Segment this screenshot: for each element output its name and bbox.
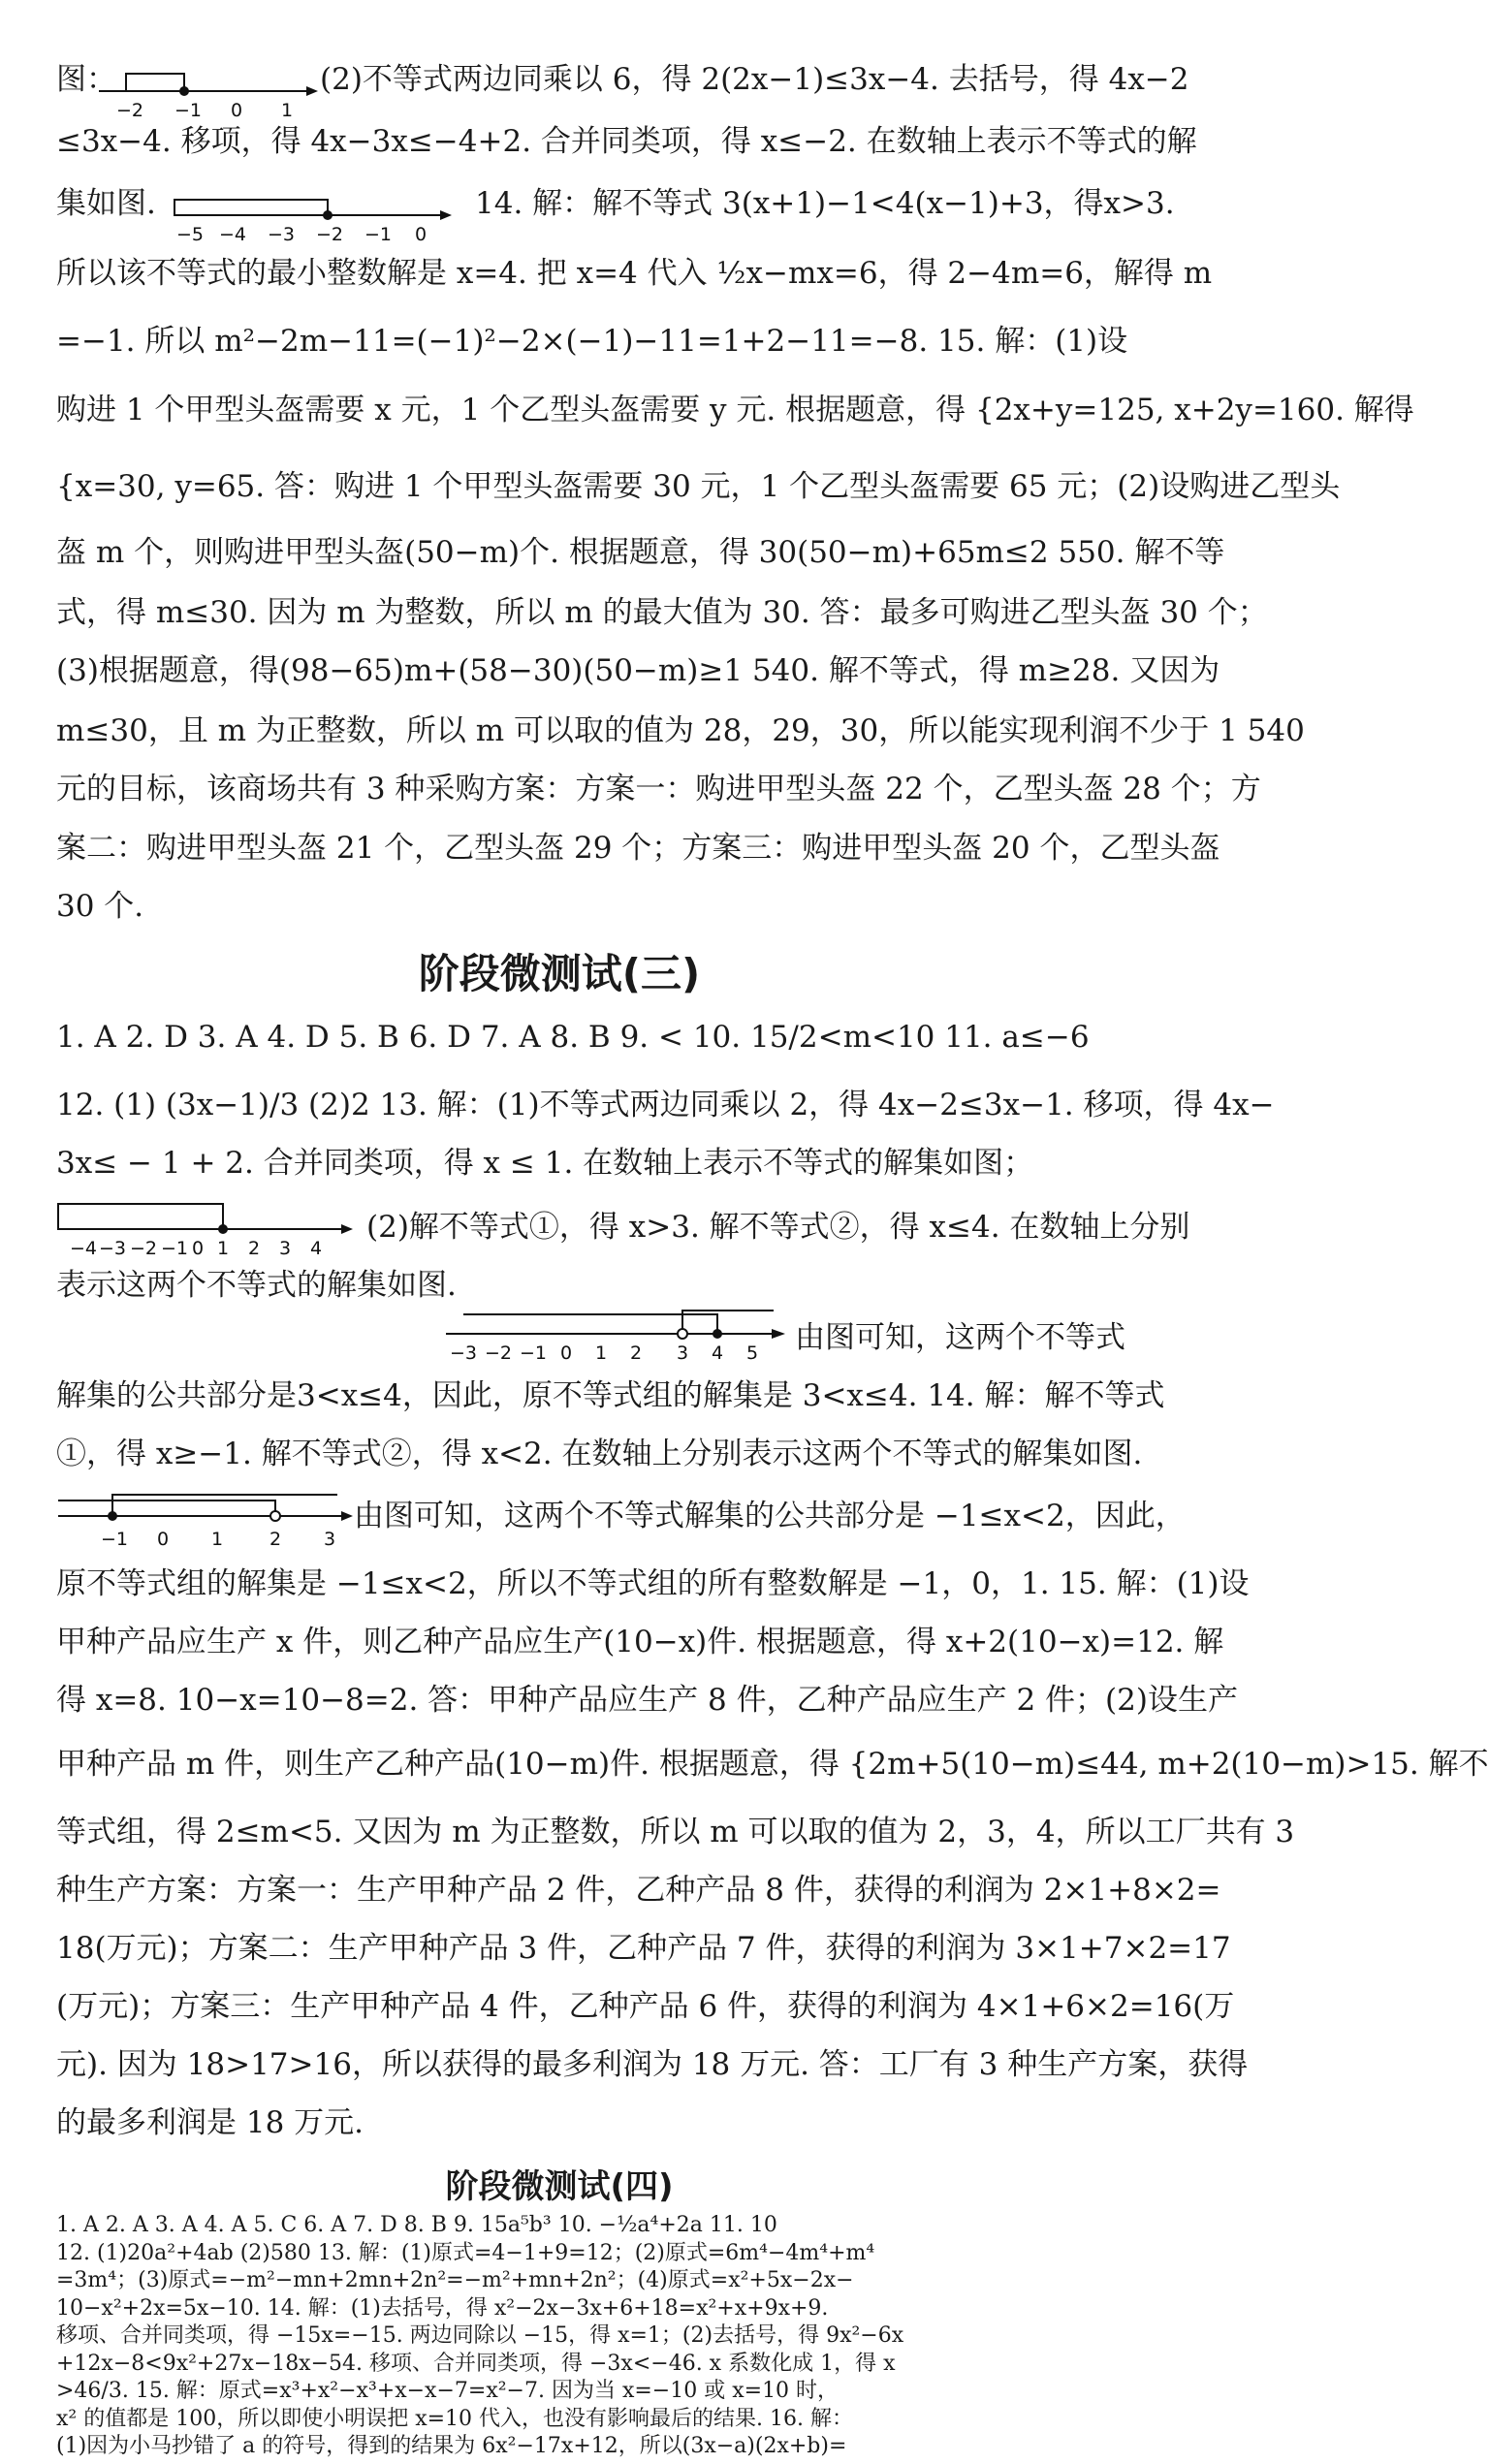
tick-label: 4 [712, 1343, 724, 1364]
line: ①，得 x≥−1. 解不等式②，得 x<2. 在数轴上分别表示这两个不等式的解集如图. [56, 1437, 1143, 1471]
line: 得 x=8. 10−x=10−8=2. 答：甲种产品应生产 8 件，乙种产品应生产 2 件；(2)设生产 [56, 1683, 1238, 1718]
tick-label: 1 [211, 1529, 224, 1550]
line: 式，得 m≤30. 因为 m 为整数，所以 m 的最大值为 30. 答：最多可购进乙型头盔 30 个； [56, 595, 1268, 630]
tick-label: −2 [485, 1343, 513, 1364]
tick-label: −3 [450, 1343, 478, 1364]
line: 12. (1) (3x−1)/3 (2)2 13. 解：(1)不等式两边同乘以 2，得 4x−2≤3x−1. 移项，得 4x− [56, 1088, 1275, 1122]
line: 种生产方案：方案一：生产甲种产品 2 件，乙种产品 8 件，获得的利润为 2×1+8×2= [56, 1873, 1221, 1908]
tick-label: 0 [157, 1529, 170, 1550]
tick-label: 4 [310, 1238, 323, 1259]
tick-label: −5 [176, 224, 205, 245]
tick-label: −1 [364, 224, 393, 245]
line: ≤3x−4. 移项，得 4x−3x≤−4+2. 合并同类项，得 x≤−2. 在数轴上表示不等式的解 [56, 124, 1197, 159]
line: 原不等式组的解集是 −1≤x<2，所以不等式组的所有整数解是 −1，0，1. 15. 解：(1)设 [56, 1566, 1250, 1601]
tick-label: 0 [192, 1238, 205, 1259]
tick-label: 1 [217, 1238, 230, 1259]
line: x² 的值都是 100，所以即使小明误把 x=10 代入，也没有影响最后的结果. 16. 解： [56, 2406, 853, 2431]
tick-label: 3 [324, 1529, 336, 1550]
tick-label: −2 [316, 224, 344, 245]
line: 解集的公共部分是3<x≤4，因此，原不等式组的解集是 3<x≤4. 14. 解：解不等式 [56, 1378, 1165, 1413]
number-line [97, 70, 320, 124]
line: (2)不等式两边同乘以 6，得 2(2x−1)≤3x−4. 去括号，得 4x−2 [320, 62, 1189, 97]
tick-label: −2 [130, 1238, 158, 1259]
tick-label: 5 [746, 1343, 759, 1364]
line: 移项、合并同类项，得 −15x=−15. 两边同除以 −15，得 x=1；(2)去括号，得 9x²−6x [56, 2323, 904, 2348]
line: 30 个. [56, 889, 144, 924]
number-line [173, 194, 454, 248]
line: 1. A 2. A 3. A 4. A 5. C 6. A 7. D 8. B 9. 15a⁵b³ 10. −½a⁴+2a 11. 10 [56, 2213, 777, 2237]
tick-label: −4 [70, 1238, 98, 1259]
line: 12. (1)20a²+4ab (2)580 13. 解：(1)原式=4−1+9=12；(2)原式=6m⁴−4m⁴+m⁴ [56, 2240, 875, 2265]
line: 由图可知，这两个不等式 [795, 1320, 1125, 1355]
line: +12x−8<9x²+27x−18x−54. 移项、合并同类项，得 −3x<−46. x 系数化成 1，得 x [56, 2351, 896, 2376]
tick-label: 3 [279, 1238, 292, 1259]
number-line [56, 1487, 357, 1555]
tick-label: 2 [248, 1238, 261, 1259]
line: 甲种产品应生产 x 件，则乙种产品应生产(10−x)件. 根据题意，得 x+2(10−x)=12. 解 [56, 1625, 1224, 1659]
line: 元). 因为 18>17>16，所以获得的最多利润为 18 万元. 答：工厂有 3 种生产方案，获得 [56, 2047, 1249, 2082]
line: 的最多利润是 18 万元. [56, 2105, 364, 2140]
tick-label: 0 [415, 224, 428, 245]
tick-label: −3 [99, 1238, 127, 1259]
line: 14. 解：解不等式 3(x+1)−1<4(x−1)+3，得x>3. [475, 186, 1175, 221]
line: >46/3. 15. 解：原式=x³+x²−x³+x−x−7=x²−7. 因为当 x=−10 或 x=10 时， [56, 2379, 840, 2403]
line: 盔 m 个，则购进甲型头盔(50−m)个. 根据题意，得 30(50−m)+65m≤2 550. 解不等 [56, 535, 1225, 570]
line: 3x≤ − 1 + 2. 合并同类项，得 x ≤ 1. 在数轴上表示不等式的解集如图； [56, 1146, 1034, 1181]
line: =3m⁴；(3)原式=−m²−mn+2mn+2n²=−m²+mn+2n²；(4)原式=x²+5x−2x− [56, 2268, 854, 2292]
number-line [444, 1299, 789, 1367]
line: 18(万元)；方案二：生产甲种产品 3 件，乙种产品 7 件，获得的利润为 3×1+7×2=17 [56, 1931, 1231, 1966]
tick-label: −2 [116, 100, 144, 121]
line: 甲种产品 m 件，则生产乙种产品(10−m)件. 根据题意，得 {2m+5(10−m)≤44, m+2(10−m)>15. 解不 [56, 1747, 1489, 1782]
line: 案二：购进甲型头盔 21 个，乙型头盔 29 个；方案三：购进甲型头盔 20 个，乙型头盔 [56, 831, 1220, 866]
tick-label: 3 [677, 1343, 689, 1364]
tick-label: 1 [595, 1343, 608, 1364]
line: (万元)；方案三：生产甲种产品 4 件，乙种产品 6 件，获得的利润为 4×1+6×2=16(万 [56, 1989, 1235, 2024]
line: 图： [56, 62, 116, 97]
tick-label: 0 [231, 100, 243, 121]
tick-label: −1 [101, 1529, 129, 1550]
tick-label: −3 [268, 224, 296, 245]
line: 1. A 2. D 3. A 4. D 5. B 6. D 7. A 8. B 9. < 10. 15/2<m<10 11. a≤−6 [56, 1020, 1090, 1055]
line: (1)因为小马抄错了 a 的符号，得到的结果为 6x²−17x+12，所以(3x−a)(2x+b)= [56, 2434, 847, 2458]
line: 等式组，得 2≤m<5. 又因为 m 为正整数，所以 m 可以取的值为 2，3，4，所以工厂共有 3 [56, 1815, 1295, 1849]
line: =−1. 所以 m²−2m−11=(−1)²−2×(−1)−11=1+2−11=−8. 15. 解：(1)设 [56, 324, 1128, 359]
line: (3)根据题意，得(98−65)m+(58−30)(50−m)≥1 540. 解不等式，得 m≥28. 又因为 [56, 653, 1220, 688]
line: 元的目标，该商场共有 3 种采购方案：方案一：购进甲型头盔 22 个，乙型头盔 28 个；方 [56, 772, 1261, 806]
line: m≤30，且 m 为正整数，所以 m 可以取的值为 28，29，30，所以能实现利润不少于 1 540 [56, 713, 1305, 748]
section-title: 阶段微测试(四) [445, 2167, 674, 2206]
tick-label: −1 [161, 1238, 189, 1259]
tick-label: −4 [219, 224, 247, 245]
line: 10−x²+2x=5x−10. 14. 解：(1)去括号，得 x²−2x−3x+6+18=x²+x+9x+9. [56, 2295, 829, 2321]
line: 集如图. [56, 186, 156, 221]
tick-label: 2 [630, 1343, 643, 1364]
tick-label: −1 [174, 100, 203, 121]
line: 购进 1 个甲型头盔需要 x 元，1 个乙型头盔需要 y 元. 根据题意，得 {2x+y=125, x+2y=160. 解得 [56, 393, 1414, 427]
line: 表示这两个不等式的解集如图. [56, 1268, 457, 1303]
tick-label: 2 [269, 1529, 282, 1550]
tick-label: 0 [560, 1343, 573, 1364]
line: (2)解不等式①，得 x>3. 解不等式②，得 x≤4. 在数轴上分别 [366, 1210, 1190, 1245]
tick-label: 1 [281, 100, 294, 121]
line: 所以该不等式的最小整数解是 x=4. 把 x=4 代入 ½x−mx=6，得 2−4m=6，解得 m [56, 256, 1213, 291]
line: {x=30, y=65. 答：购进 1 个甲型头盔需要 30 元，1 个乙型头盔需要 65 元；(2)设购进乙型头 [56, 469, 1341, 504]
line: 由图可知，这两个不等式解集的公共部分是 −1≤x<2，因此， [354, 1499, 1186, 1533]
section-title: 阶段微测试(三) [418, 950, 701, 997]
number-line [56, 1194, 357, 1262]
tick-label: −1 [520, 1343, 548, 1364]
